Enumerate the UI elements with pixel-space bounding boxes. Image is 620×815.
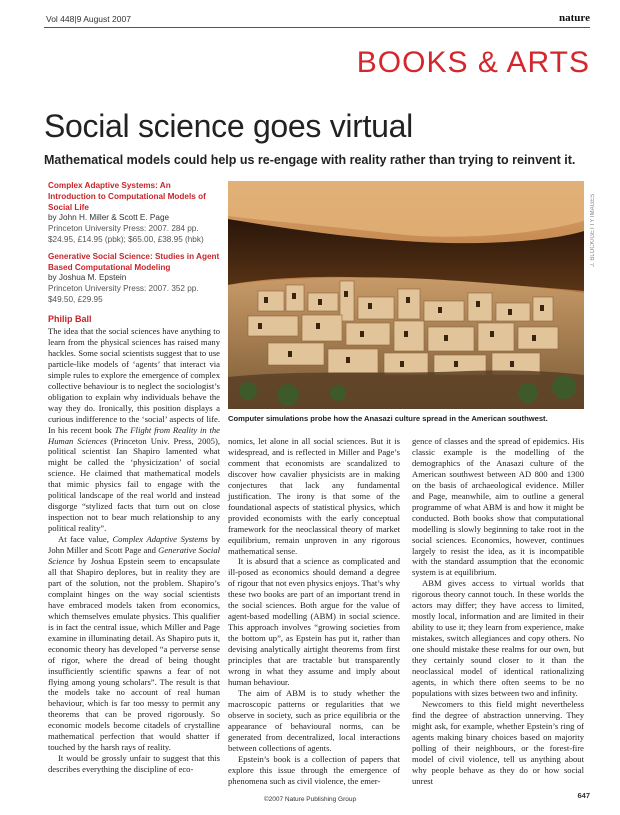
- photo-caption: Computer simulations probe how the Anasazi culture spread in the American southwest.: [228, 414, 548, 423]
- book-reference: The Flight from Reality in the Human Sciences: [48, 424, 220, 446]
- photo-illustration: [228, 181, 584, 409]
- page-number: 647: [577, 791, 590, 800]
- paragraph: It is absurd that a science as complicated and ill-posed as economics should demand a degree of rigour that not even physics enjoys. That’s why these two books are part of an important trend in the social sciences. Both argue for the value of agent-based modelling (ABM) in social science. This approach involves “growing societies from the bottom up”, as Epstein has put it, rather than devising analytically airtight theorems from first principles that are tractable but transparently wrong in what they assume and imply about human behaviour.: [228, 556, 400, 687]
- text: The idea that the social sciences have anything to learn from the physical sciences has raised many hackles. Some social scientists suggest that to use particle-like models of ‘agents’ that interact via simple rules to explore the emergence of complex collective behaviour is to neglect the sociologist’s obligation to explain why individuals behave the way they do. Ironically, this position displays a curious indifference to the ‘social’ aspects of life. In his recent book: [48, 326, 220, 435]
- book-publisher: Princeton University Press: 2007. 352 pp.: [48, 284, 199, 294]
- book-entry: [48, 252, 220, 306]
- book-list: [48, 181, 220, 312]
- text: by John Miller and Scott Page and: [48, 534, 220, 556]
- paragraph: Epstein’s book is a collection of papers that explore this issue through the emergence of phenomena such as civil violence, the emer-: [228, 753, 400, 786]
- standfirst: Mathematical models could help us re-engage with reality rather than trying to reinvent it.: [44, 153, 576, 167]
- cliff-dwelling-photo: [228, 181, 584, 409]
- page-title: Social science goes virtual: [44, 108, 413, 144]
- article-column-3: [412, 436, 584, 787]
- journal-name: nature: [559, 12, 590, 24]
- book-author: by John H. Miller & Scott E. Page: [48, 213, 170, 223]
- book-author: by Joshua M. Epstein: [48, 273, 127, 283]
- book-price: $24.95, £14.95 (pbk); $65.00, £38.95 (hbk): [48, 234, 204, 244]
- book-publisher: Princeton University Press: 2007. 284 pp.: [48, 224, 199, 234]
- book-price: $49.50, £29.95: [48, 294, 103, 304]
- journal-volume: Vol 448|9 August 2007: [46, 14, 131, 24]
- book-title: Complex Adaptive Systems: An Introduction to Computational Models of Social Life: [48, 181, 206, 212]
- copyright-footer: ©2007 Nature Publishing Group: [263, 796, 357, 803]
- header-rule: [44, 27, 590, 28]
- photo-credit: J. BLOCK/GETTY IMAGES: [590, 193, 596, 267]
- text: by Joshua Epstein seem to encapsulate all that Shapiro deplores, but in reality they are part of the solution, not the problem. Shapiro’s complaint hinges on the way social scientists have embraced models taken from economics, which themselves emulate physics. This qualifier is in fact the central issue, which Miller and Page examine in illuminating detail. As Shapiro puts it, economic theory has developed “a perverse sense of rigor, where the dread of being thought insufficiently scientific spawns a fear of not flying among young scholars”. The result is that the models take no account of real human behaviour, which is far too messy to permit any theorems that can be proved rigorously. So economic models become citadels of crystalline mathematical perfection that would shatter if touched by the harsh rays of reality.: [48, 556, 220, 753]
- paragraph: [48, 326, 220, 534]
- book-reference: Generative Social Science: [48, 545, 221, 567]
- article-column-1: [48, 326, 220, 775]
- section-title: BOOKS & ARTS: [356, 46, 590, 79]
- paragraph: Newcomers to this field might nevertheless find the degree of abstraction unnerving. They might ask, for example, whether Epstein’s ring of agents making binary choices based on majority polling of their neighbours, or the forest-fire model of civil violence, tell us anything about why people behave as they do or how social unrest: [412, 698, 584, 786]
- paragraph: gence of classes and the spread of epidemics. His classic example is the modelling of the demographics of the Anasazi culture of the American southwest between AD 800 and 1300 on the basis of archaeological evidence. Miller and Page, meanwhile, aim to outline a general programme of what ABM is and how it might be conducted. Both books show that computational modelling is slowly beginning to take root in the social sciences. Economics, however, continues largely to resist the idea, as it is incompatible with the standard assumption that the economic system is at equilibrium.: [412, 436, 584, 578]
- paragraph: It would be grossly unfair to suggest that this describes everything the discipline of eco-: [48, 753, 220, 775]
- book-entry: [48, 181, 220, 246]
- book-reference: Complex Adaptive Systems: [112, 534, 208, 545]
- article-column-2: [228, 436, 400, 787]
- paragraph: nomics, let alone in all social sciences. But it is widespread, and is reflected in Miller and Page’s comment that economists are scandalized to discover how cavalier physicists are in making conjectures that lack any fundamental justification. The irony is that some of the foundational aspects of statistical physics, which provided economists with the early conceptual framework for the neoclassical theory of market equilibrium, remain unproven in any rigorous mathematical sense.: [228, 436, 400, 556]
- paragraph: [48, 534, 220, 753]
- text: At face value,: [58, 534, 113, 545]
- paragraph: ABM gives access to virtual worlds that rigorous theory cannot touch. In these worlds the actors may differ; they have access to limited, mostly local, information and are limited in their ability to use it; they learn from experience, make mistakes, switch allegiances and copy others. No one should mistake these realms for our own, but they certainly sound closer to it than the neoclassical model of identical rationalizing agents, in which there often seems to be no populations with sizes between two and infinity.: [412, 578, 584, 698]
- text: (Princeton Univ. Press, 2005), political scientist Ian Shapiro lamented what might be called the ‘physicization’ of social science. He claimed that mathematical models that mimic physics fail to engage with the political landscape of the real world and instead disgorge “stylized facts that turn out on close inspection not to bear much relationship to any political reality”.: [48, 435, 220, 534]
- author-byline: Philip Ball: [48, 314, 92, 324]
- paragraph: The aim of ABM is to study whether the macroscopic patterns or regularities that we observe in society, such as price equilibria or the appearance of behavioural norms, can be generated from decentralized, local interactions between collections of agents.: [228, 687, 400, 753]
- book-title: Generative Social Science: Studies in Agent Based Computational Modeling: [48, 251, 220, 272]
